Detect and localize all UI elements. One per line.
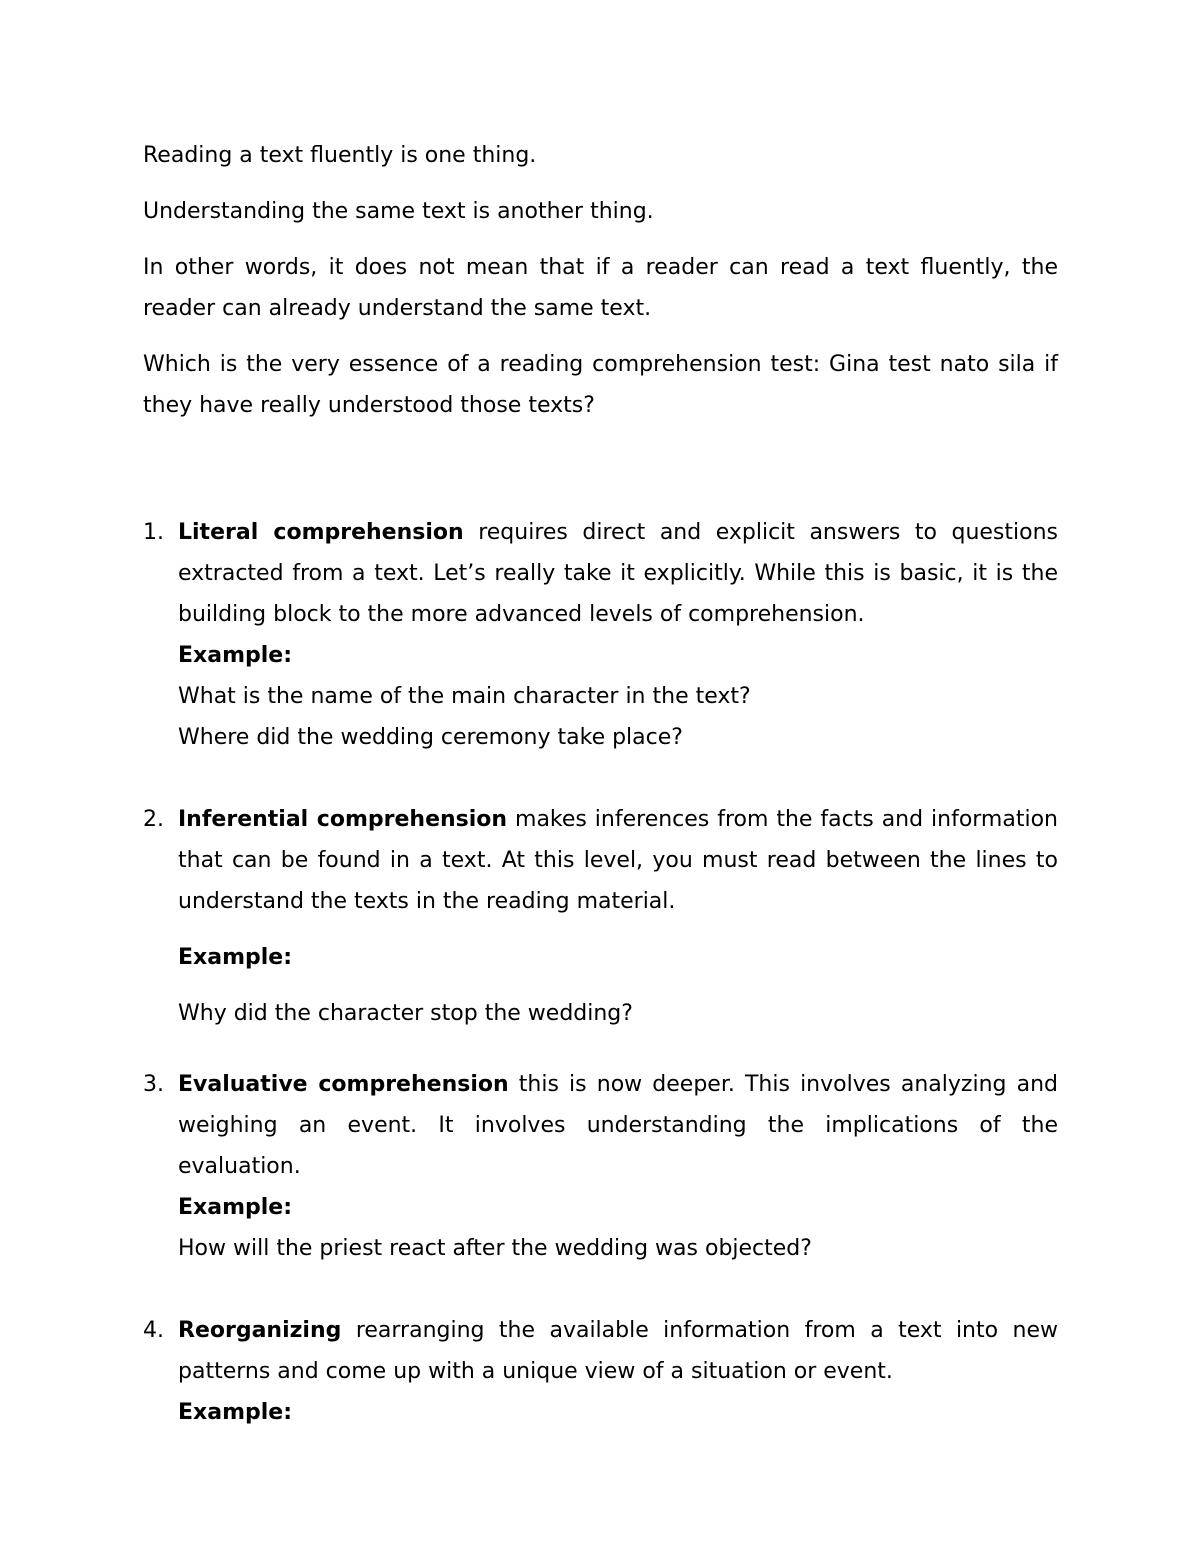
list-number: 1.: [143, 520, 164, 545]
term-label: Inferential comprehension: [178, 807, 508, 832]
list-number: 4.: [143, 1318, 164, 1343]
term-label: Reorganizing: [178, 1318, 342, 1343]
term-description: makes inferences from the facts and information that can be found in a text. At this level, you must read between the lines to understand the texts in the reading material.: [178, 807, 1058, 914]
term-label: Literal comprehension: [178, 520, 464, 545]
intro-paragraph-4: Which is the very essence of a reading comprehension test: Gina test nato sila if they have really understood those texts?: [143, 352, 1058, 418]
list-number: 3.: [143, 1072, 164, 1097]
list-number: 2.: [143, 807, 164, 832]
example-question: Where did the wedding ceremony take place?: [178, 725, 683, 750]
term-description: this is now deeper. This involves analyzing and weighing an event. It involves understanding the implications of the evaluation.: [178, 1072, 1058, 1179]
example-question: How will the priest react after the wedding was objected?: [178, 1236, 812, 1261]
term-description: rearranging the available information from a text into new patterns and come up with a unique view of a situation or event.: [178, 1318, 1058, 1384]
example-label: Example:: [178, 945, 292, 970]
list-item-reorganizing: [143, 1310, 1058, 1433]
example-label: Example:: [178, 1400, 292, 1425]
intro-paragraph-2: Understanding the same text is another thing.: [143, 199, 654, 224]
list-item-text: [178, 1064, 1058, 1187]
list-item-text: [178, 799, 1058, 922]
example-label: Example:: [178, 643, 292, 668]
list-item-evaluative-comprehension: [143, 1064, 1058, 1269]
example-question: Why did the character stop the wedding?: [178, 1001, 633, 1026]
list-item-literal-comprehension: [143, 512, 1058, 758]
list-item-inferential-comprehension: [143, 799, 1058, 1034]
intro-paragraph-3: In other words, it does not mean that if a reader can read a text fluently, the reader can already understand the same text.: [143, 255, 1058, 321]
list-item-text: [178, 1310, 1058, 1392]
example-label: Example:: [178, 1195, 292, 1220]
term-description: requires direct and explicit answers to questions extracted from a text. Let’s really take it explicitly. While this is basic, it is the building block to the more advanced levels of comprehension.: [178, 520, 1058, 627]
intro-paragraph-1: Reading a text fluently is one thing.: [143, 143, 537, 168]
list-item-text: [178, 512, 1058, 635]
document-body: [143, 135, 1058, 1433]
example-question: What is the name of the main character in the text?: [178, 684, 751, 709]
term-label: Evaluative comprehension: [178, 1072, 509, 1097]
